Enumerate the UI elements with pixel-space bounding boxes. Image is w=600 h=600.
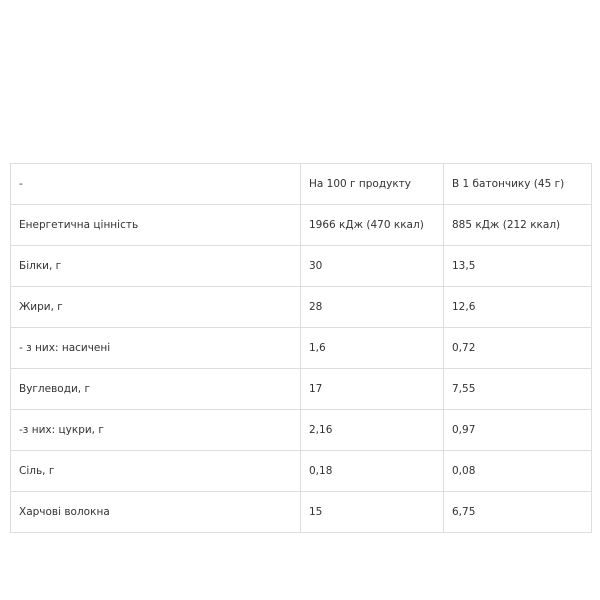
value-per-100g-cell: 28 <box>301 287 444 328</box>
value-per-100g-cell: 1,6 <box>301 328 444 369</box>
value-per-100g-cell: 17 <box>301 369 444 410</box>
table-row <box>11 369 592 410</box>
value-per-bar-cell: 0,08 <box>444 451 592 492</box>
header-cell-per-100g: На 100 г продукту <box>301 164 444 205</box>
value-per-100g-cell: 1966 кДж (470 ккал) <box>301 205 444 246</box>
value-per-100g-cell: 0,18 <box>301 451 444 492</box>
nutrient-cell: -з них: цукри, г <box>11 410 301 451</box>
table-row <box>11 205 592 246</box>
nutrient-cell: Енергетична цінність <box>11 205 301 246</box>
nutrient-cell: Вуглеводи, г <box>11 369 301 410</box>
table-row <box>11 492 592 533</box>
value-per-bar-cell: 13,5 <box>444 246 592 287</box>
value-per-bar-cell: 6,75 <box>444 492 592 533</box>
value-per-bar-cell: 0,97 <box>444 410 592 451</box>
nutrient-cell: Білки, г <box>11 246 301 287</box>
header-cell-nutrient: - <box>11 164 301 205</box>
nutrition-table <box>10 163 592 533</box>
value-per-100g-cell: 2,16 <box>301 410 444 451</box>
value-per-bar-cell: 885 кДж (212 ккал) <box>444 205 592 246</box>
value-per-100g-cell: 15 <box>301 492 444 533</box>
nutrient-cell: Харчові волокна <box>11 492 301 533</box>
table-row <box>11 287 592 328</box>
header-cell-per-bar: В 1 батончику (45 г) <box>444 164 592 205</box>
table-header-row <box>11 164 592 205</box>
table-row <box>11 451 592 492</box>
table-row <box>11 246 592 287</box>
value-per-bar-cell: 0,72 <box>444 328 592 369</box>
nutrient-cell: - з них: насичені <box>11 328 301 369</box>
value-per-bar-cell: 7,55 <box>444 369 592 410</box>
nutrient-cell: Сіль, г <box>11 451 301 492</box>
table-row <box>11 328 592 369</box>
value-per-100g-cell: 30 <box>301 246 444 287</box>
table-row <box>11 410 592 451</box>
value-per-bar-cell: 12,6 <box>444 287 592 328</box>
nutrient-cell: Жири, г <box>11 287 301 328</box>
